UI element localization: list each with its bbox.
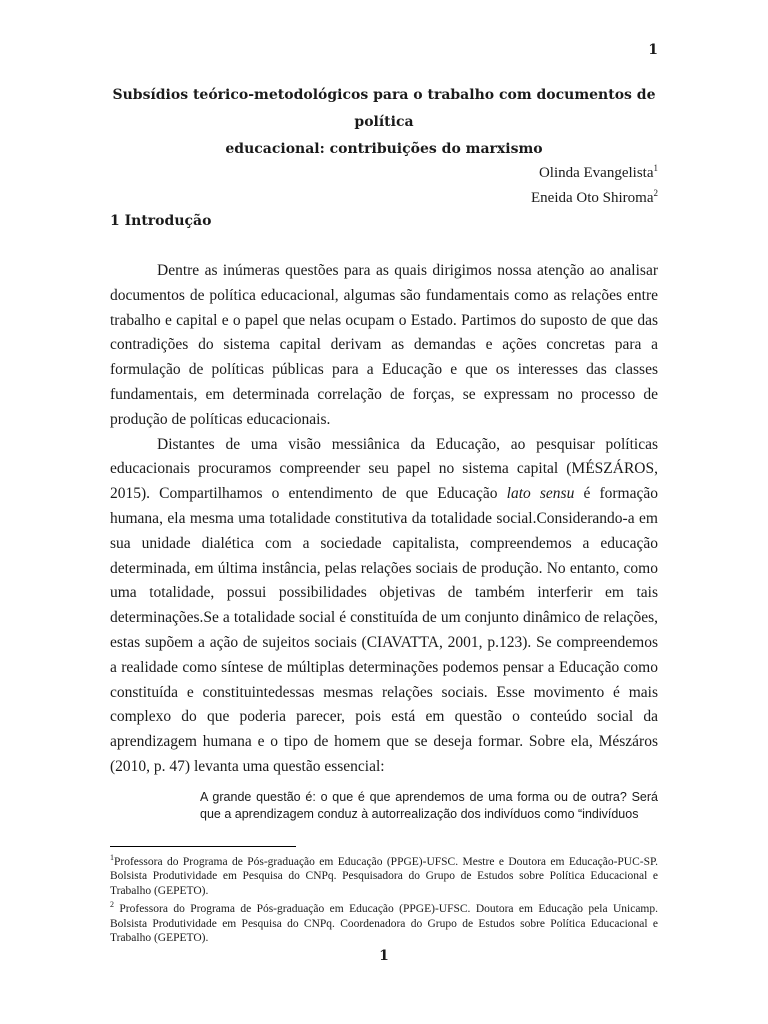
page-number-top: 1 [648,42,658,58]
footnote-mark: 1 [110,853,114,862]
block-quote: A grande questão é: o que é que aprendemos de uma forma ou de outra? Será que a aprendizagem conduz à autorrealização dos indivíduos como “indivíduos [200,790,658,821]
footnote-1 [110,851,658,898]
footnotes [110,851,658,946]
paragraph-2 [110,433,658,780]
author-2 [531,183,658,208]
footnote-separator [110,846,296,847]
section-heading: 1 Introdução [110,213,212,229]
footnote-2 [110,898,658,945]
title-line-2: educacional: contribuições do marxismo [225,141,543,157]
body-text [110,259,658,780]
page-number-bottom: 1 [379,948,389,964]
title-line-1: Subsídios teórico-metodológicos para o trabalho com documentos de política [112,87,656,130]
footnote-mark: 2 [653,188,658,198]
paragraph-1: Dentre as inúmeras questões para as quais dirigimos nossa atenção ao analisar documentos de política educacional, algumas são fundamentais como as relações entre trabalho e capital e o papel que nelas ocupam o Estado. Partimos do suposto de que das contradições do sistema capital derivam as demandas e ações concretas para a formulação de políticas públicas para a Educação e que os interesses das classes fundamentais, em determinada correlação de forças, se expressam no processo de produção de políticas educacionais. [110,262,658,428]
author-list [531,158,658,208]
author-1 [531,158,658,183]
footnote-mark: 2 [110,900,114,910]
footnote-text: Professora do Programa de Pós-graduação em Educação (PPGE)-UFSC. Mestre e Doutora em Educação-PUC-SP. Bolsista Produtividade em Pesquisa do CNPq. Pesquisadora do Grupo de Estudos sobre Política Educacional e Trabalho (GEPETO). [110,855,658,897]
author-name: Olinda Evangelista [538,165,654,181]
footnote-text: Professora do Programa de Pós-graduação em Educação (PPGE)-UFSC. Doutora em Educação pela Unicamp. Bolsista Produtividade em Pesquisa do CNPq. Coordenadora do Grupo de Estudos sobre Política Educacional e Trabalho (GEPETO). [110,903,658,945]
italic-term: lato sensu [506,485,575,503]
author-name: Eneida Oto Shiroma [531,190,654,206]
paragraph-2-start: Distantes de uma visão messiânica da Educação, ao pesquisar políticas educacionais procuramos compreender seu papel no sistema capital (MÉSZÁROS, 2015). Compartilhamos o entendimento de que Educação [110,435,658,503]
paragraph-2-rest: é formação humana, ela mesma uma totalidade constitutiva da totalidade social.Considerando-a em sua unidade dialética com a sociedade capitalista, compreendemos a educação determinada, em última instância, pelas relações sociais de produção. No entanto, como uma totalidade, possui possibilidades objetivas de também interferir em tais determinações.Se a totalidade social é constituída de um conjunto dinâmico de relações, estas supõem a ação de sujeitos sociais (CIAVATTA, 2001, p.123). Se compreendemos a realidade como síntese de múltiplas determinações podemos pensar a Educação como constituída e constituintedessas mesmas relações sociais. Esse movimento é mais complexo do que poderia parecer, pois está em questão o conteúdo social da aprendizagem humana e o tipo de homem que se deseja formar. Sobre ela, Mészáros (2010, p. 47) levanta uma questão essencial: [110,485,658,775]
footnote-mark: 1 [653,163,658,173]
document-title [110,82,658,163]
